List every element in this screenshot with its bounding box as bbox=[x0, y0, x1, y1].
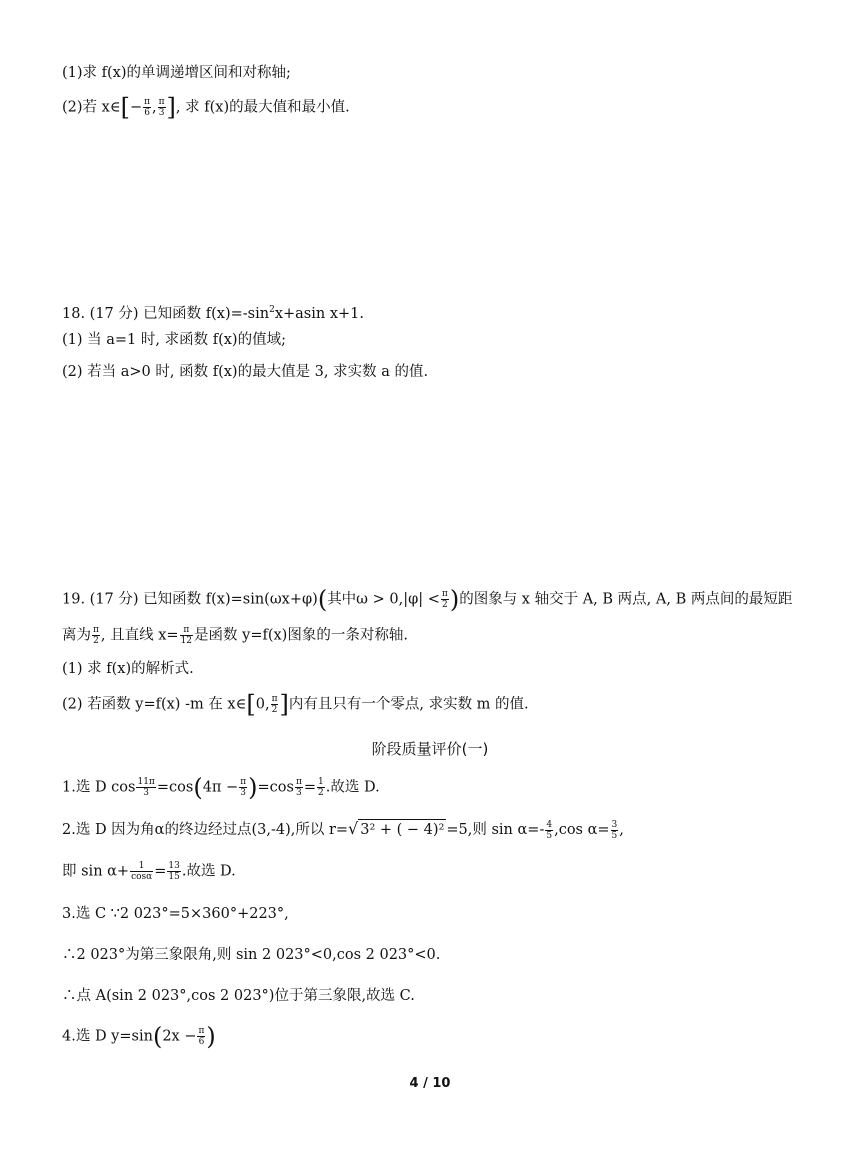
q19-stem-line2: 离为 $\frac{\pi}{2}$ , 且直线 x= $\frac{\pi}{12}$ 是函数 y=f(x)图象的一条对称轴. bbox=[62, 625, 408, 646]
q17-part1: (1)求 f(x)的单调递增区间和对称轴; bbox=[62, 65, 291, 81]
fraction: $\frac{\pi}{12}$ bbox=[180, 625, 193, 646]
q19-stem: 19. (17 分) 已知函数 f(x)=sin(ωx+φ)(其中ω > 0,|φ| < $\frac{\pi}{2}$ )的图象与 x 轴交于 A, B 两点, A, B 两点间的最短距 bbox=[62, 585, 793, 614]
q17-part2-tail: , 求 f(x)的最大值和最小值. bbox=[175, 99, 350, 116]
answer-4: 4.选 D y=sin(2x − $\frac{\pi}{6}$ ) bbox=[62, 1022, 216, 1051]
fraction: $\frac{\pi}{6}$ bbox=[144, 97, 151, 118]
fraction: $\frac{1}{2}$ bbox=[318, 777, 324, 798]
fraction: $\frac{\pi}{2}$ bbox=[93, 625, 99, 646]
fraction: $\frac{\pi}{2}$ bbox=[271, 694, 278, 715]
sqrt-expression: 3² + ( − 4)² bbox=[358, 819, 446, 840]
fraction: $\frac{\pi}{3}$ bbox=[295, 777, 302, 798]
fraction: $\frac{11\pi}{3}$ bbox=[137, 777, 155, 798]
answer-3-line3: ∴点 A(sin 2 023°,cos 2 023°)位于第三象限,故选 C. bbox=[62, 988, 415, 1004]
answer-2: 2.选 D 因为角α的终边经过点(3,-4),所以 r=√ 3² + ( − 4)² =5,则 sin α=- $\frac{4}{5}$ ,cos α= $\frac{3}{5}$ , bbox=[62, 819, 624, 841]
answer-3: 3.选 C ∵2 023°=5×360°+223°, bbox=[62, 906, 289, 922]
fraction: $\frac{13}{15}$ bbox=[168, 861, 180, 882]
page-number: 4 / 10 bbox=[409, 1076, 451, 1091]
q19-part1: (1) 求 f(x)的解析式. bbox=[62, 661, 194, 677]
q19-part2: (2) 若函数 y=f(x) -m 在 x∈[0, $\frac{\pi}{2}$ ]内有且只有一个零点, 求实数 m 的值. bbox=[62, 690, 529, 719]
q18-part2: (2) 若当 a>0 时, 函数 f(x)的最大值是 3, 求实数 a 的值. bbox=[62, 364, 429, 380]
q17-part2-text: (2)若 x∈ bbox=[62, 99, 121, 116]
section-title: 阶段质量评价(一) bbox=[371, 740, 489, 758]
answer-2-line2: 即 sin α+ $\frac{1}{\cos\alpha}$ = $\frac{13}{15}$ .故选 D. bbox=[62, 861, 236, 882]
fraction: $\frac{4}{5}$ bbox=[546, 819, 553, 841]
answer-3-line2: ∴2 023°为第三象限角,则 sin 2 023°<0,cos 2 023°<0. bbox=[62, 947, 441, 963]
fraction: $\frac{\pi}{6}$ bbox=[198, 1026, 205, 1047]
fraction: $\frac{1}{\cos\alpha}$ bbox=[131, 861, 153, 882]
fraction: $\frac{3}{5}$ bbox=[611, 819, 618, 841]
fraction: $\frac{\pi}{3}$ bbox=[240, 777, 247, 798]
q18-stem: 18. (17 分) 已知函数 $f(x)=-\sin^2x+asin$ x+1. bbox=[62, 305, 364, 322]
fraction: $\frac{\pi}{3}$ bbox=[158, 97, 165, 118]
fraction: $\frac{\pi}{2}$ bbox=[441, 589, 448, 610]
q17-part2: (2)若 x∈[− $\frac{\pi}{6}$ , $\frac{\pi}{3}$ ], 求 f(x)的最大值和最小值. bbox=[62, 93, 350, 122]
answer-1: 1.选 D cos $\frac{11\pi}{3}$ =cos(4π − $\frac{\pi}{3}$ )=cos $\frac{\pi}{3}$ = $\frac{1}{2}$ .故选 D. bbox=[62, 773, 380, 802]
q18-part1: (1) 当 a=1 时, 求函数 f(x)的值域; bbox=[62, 332, 286, 348]
